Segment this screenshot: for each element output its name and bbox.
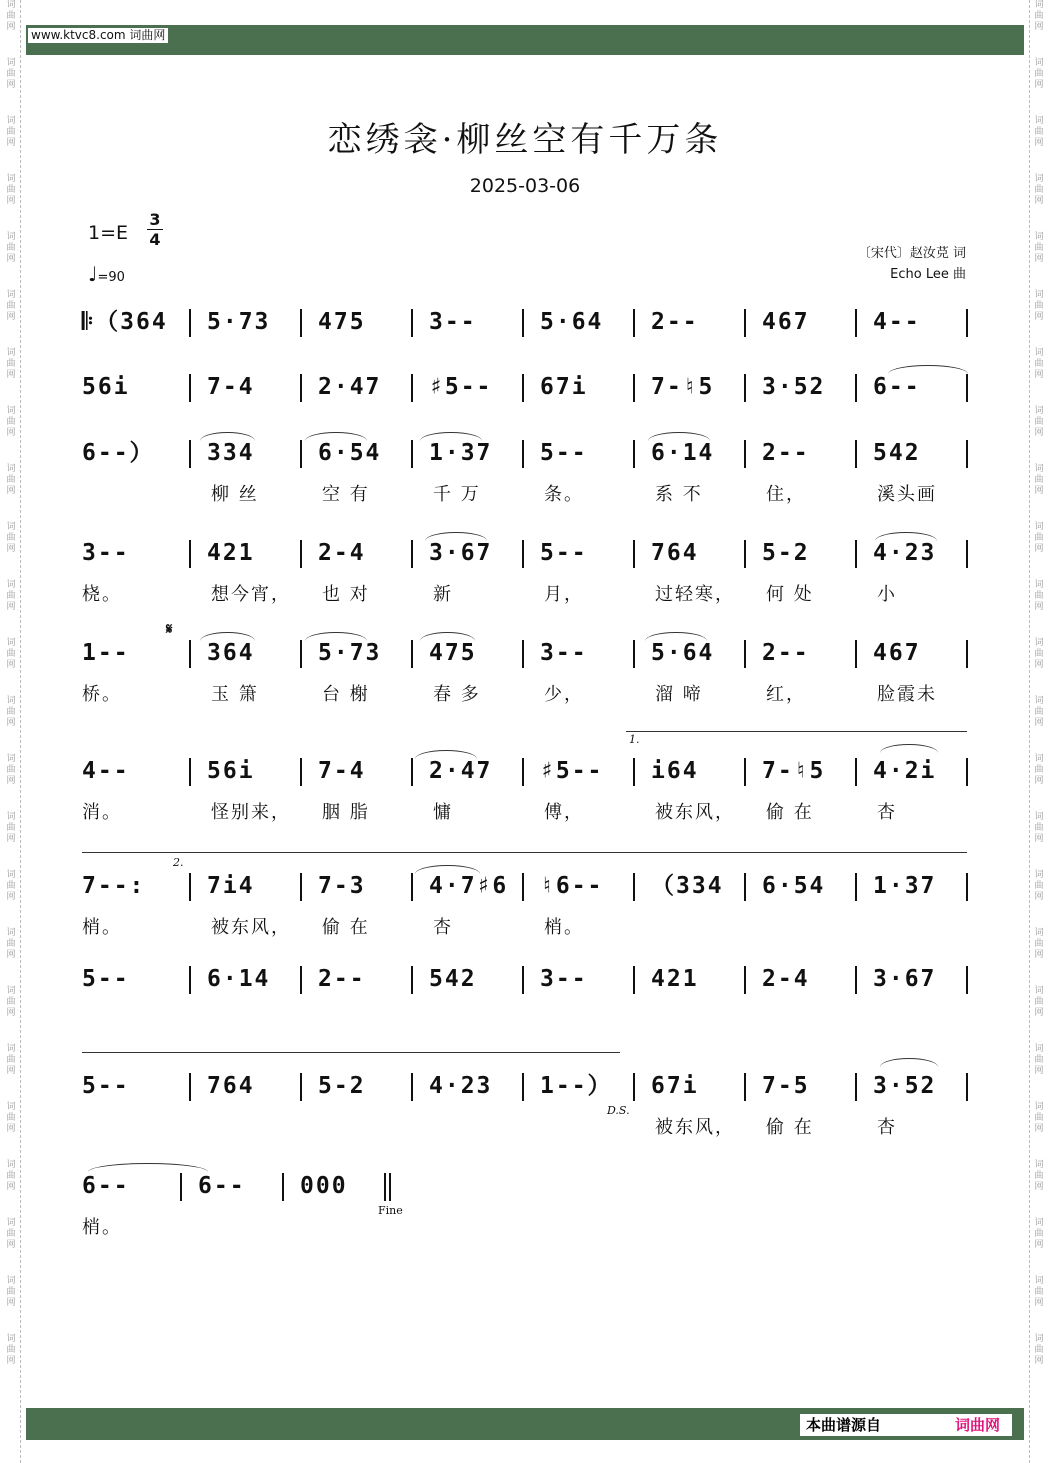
barline: [411, 1073, 413, 1101]
lyric: 杏: [433, 917, 453, 938]
barline: [189, 873, 191, 901]
watermark-text: 词曲网: [1034, 986, 1044, 1018]
slur: [88, 1163, 208, 1172]
lyric: 何 处: [766, 584, 814, 605]
barline: [411, 640, 413, 668]
barline: [744, 758, 746, 786]
barline: [411, 873, 413, 901]
barline: [189, 540, 191, 568]
measure: 764: [651, 540, 699, 566]
lyric-line: [82, 798, 970, 822]
barline: [855, 873, 857, 901]
fine-mark: Fine: [378, 1204, 403, 1217]
lyric-line: [82, 913, 970, 937]
measure: 3·67: [873, 966, 937, 992]
barline: [300, 374, 302, 402]
barline: [966, 640, 968, 668]
slur: [200, 632, 255, 641]
barline: [633, 758, 635, 786]
watermark-text: 词曲网: [6, 1044, 16, 1076]
lyric: 脸霞未: [877, 684, 937, 705]
lyric: 怪别来，: [211, 802, 291, 823]
measure: 5--: [82, 966, 130, 992]
slur: [880, 744, 938, 753]
measure: 6·14: [207, 966, 271, 992]
lyric: 杏: [877, 802, 897, 823]
barline: [411, 540, 413, 568]
watermark-text: 词曲网: [6, 696, 16, 728]
lyric: 也 对: [322, 584, 370, 605]
measure: 1--）: [540, 1073, 613, 1099]
lyric: 千 万: [433, 484, 481, 505]
lyric: 少，: [544, 684, 584, 705]
volta-2-label: 2.: [173, 856, 184, 869]
barline: [300, 540, 302, 568]
lyric: 偷 在: [766, 802, 814, 823]
watermark-text: 词曲网: [6, 406, 16, 438]
slur: [415, 865, 480, 874]
measure: 1·37: [873, 873, 937, 899]
measure: 7--:: [82, 873, 146, 899]
barline: [744, 873, 746, 901]
barline: [633, 966, 635, 994]
barline: [411, 309, 413, 337]
watermark-text: 词曲网: [1034, 1218, 1044, 1250]
score-line: [82, 638, 970, 668]
watermark-text: 词曲网: [6, 1102, 16, 1134]
composer: Echo Lee 曲: [890, 267, 966, 282]
measure: 7-♮5: [762, 758, 826, 784]
footer-band: [26, 1408, 1024, 1440]
barline: [633, 873, 635, 901]
measure: 2-4: [762, 966, 810, 992]
measure: 3·52: [762, 374, 826, 400]
lyric: 溜 啼: [655, 684, 703, 705]
barline: [744, 440, 746, 468]
measure: 3·67: [429, 540, 493, 566]
watermark-text: 词曲网: [1034, 754, 1044, 786]
barline: [966, 758, 968, 786]
watermark-text: 词曲网: [1034, 0, 1044, 32]
barline: [744, 374, 746, 402]
barline: [855, 640, 857, 668]
barline: [744, 540, 746, 568]
watermark-text: 词曲网: [1034, 290, 1044, 322]
barline: [522, 374, 524, 402]
lyric: 过轻寒，: [655, 584, 735, 605]
measure: i64: [651, 758, 699, 784]
barline: [633, 309, 635, 337]
score-date: 2025-03-06: [469, 175, 581, 197]
barline: [966, 1073, 968, 1101]
volta-1-bracket: [626, 731, 967, 732]
volta-line: [82, 852, 967, 853]
measure: 4·23: [429, 1073, 493, 1099]
lyric: 想今宵，: [211, 584, 291, 605]
song-title: 恋绣衾·柳丝空有千万条: [327, 120, 723, 160]
lyric: 偷 在: [766, 1117, 814, 1138]
watermark-text: 词曲网: [1034, 174, 1044, 206]
barline: [189, 374, 191, 402]
watermark-text: 词曲网: [6, 1334, 16, 1366]
watermark-text: 词曲网: [1034, 1334, 1044, 1366]
watermark-text: 词曲网: [6, 986, 16, 1018]
watermark-text: 词曲网: [1034, 1276, 1044, 1308]
lyric: 梢。: [82, 1217, 122, 1238]
measure: 421: [207, 540, 255, 566]
barline: [189, 966, 191, 994]
measure: 2-4: [318, 540, 366, 566]
barline: [411, 758, 413, 786]
measure: 764: [207, 1073, 255, 1099]
measure: 6--）: [82, 440, 155, 466]
slur: [200, 432, 255, 441]
barline: [411, 966, 413, 994]
barline: [966, 873, 968, 901]
source-name-link[interactable]: 词曲网: [954, 1416, 1000, 1434]
watermark-text: 词曲网: [6, 348, 16, 380]
measure: 2·47: [429, 758, 493, 784]
measure: 542: [429, 966, 477, 992]
measure: 3--: [429, 309, 477, 335]
watermark-text: 词曲网: [1034, 1160, 1044, 1192]
measure: 3--: [82, 540, 130, 566]
measure: ♯5--: [429, 374, 493, 400]
barline: [189, 1073, 191, 1101]
measure: 5·73: [318, 640, 382, 666]
lyric: 小: [877, 584, 897, 605]
right-watermark-strip: [1029, 0, 1048, 1463]
barline: [522, 540, 524, 568]
watermark-text: 词曲网: [6, 870, 16, 902]
lyric: 被东风，: [655, 802, 735, 823]
score-line: [82, 871, 970, 901]
barline: [189, 640, 191, 668]
watermark-text: 词曲网: [6, 580, 16, 612]
measure: 421: [651, 966, 699, 992]
barline: [189, 309, 191, 337]
watermark-text: 词曲网: [6, 1276, 16, 1308]
slur: [420, 432, 482, 441]
key-signature: 1=E: [88, 222, 129, 244]
slur: [420, 632, 475, 641]
score-line: [82, 1071, 970, 1101]
lyric: 春 多: [433, 684, 481, 705]
slur: [305, 632, 367, 641]
measure: 4·23: [873, 540, 937, 566]
barline: [966, 440, 968, 468]
barline: [633, 540, 635, 568]
watermark-text: 词曲网: [1034, 1102, 1044, 1134]
measure: 364: [207, 640, 255, 666]
lyric-line: [82, 680, 970, 704]
measure: 2--: [318, 966, 366, 992]
lyric: 桥。: [82, 684, 122, 705]
slur: [415, 750, 477, 759]
measure: 2--: [762, 640, 810, 666]
time-signature: [147, 210, 163, 249]
barline: [300, 758, 302, 786]
barline: [633, 1073, 635, 1101]
watermark-text: 词曲网: [1034, 522, 1044, 554]
measure: 5-2: [318, 1073, 366, 1099]
source-label: 本曲谱源自: [806, 1416, 882, 1434]
watermark-text: 词曲网: [6, 290, 16, 322]
measure: 334: [207, 440, 255, 466]
barline: [633, 640, 635, 668]
lyric: 条。: [544, 484, 584, 505]
measure: 6--: [873, 374, 921, 400]
measure: 000: [300, 1173, 348, 1199]
barline: [966, 309, 968, 337]
barline: [300, 440, 302, 468]
lyric: 偷 在: [322, 917, 370, 938]
measure: 467: [873, 640, 921, 666]
watermark-text: 词曲网: [1034, 58, 1044, 90]
measure: 4·7♯6: [429, 873, 509, 899]
lyric: 住，: [766, 484, 806, 505]
measure: 1--: [82, 640, 130, 666]
barline: [855, 309, 857, 337]
barline: [189, 758, 191, 786]
lyric: 台 榭: [322, 684, 370, 705]
watermark-text: 词曲网: [6, 232, 16, 264]
slur: [305, 432, 367, 441]
lyric: 红，: [766, 684, 806, 705]
measure: 5·64: [651, 640, 715, 666]
lyric: 被东风，: [211, 917, 291, 938]
measure: 542: [873, 440, 921, 466]
barline: [300, 309, 302, 337]
measure: （334: [651, 873, 724, 899]
measure: 475: [318, 309, 366, 335]
measure: 7-5: [762, 1073, 810, 1099]
measure: 6·54: [762, 873, 826, 899]
barline: [633, 440, 635, 468]
time-signature-bottom: 4: [147, 229, 163, 249]
barline: [522, 1073, 524, 1101]
watermark-text: 词曲网: [1034, 580, 1044, 612]
lyric: 玉 箫: [211, 684, 259, 705]
ds-mark: D.S.: [607, 1104, 630, 1117]
measure: 3--: [540, 640, 588, 666]
barline: [744, 1073, 746, 1101]
credits: [858, 243, 966, 285]
barline: [300, 873, 302, 901]
watermark-text: 词曲网: [1034, 116, 1044, 148]
measure: 5-2: [762, 540, 810, 566]
watermark-text: 词曲网: [1034, 870, 1044, 902]
lyric: 消。: [82, 802, 122, 823]
barline: [411, 440, 413, 468]
score-line: [82, 756, 970, 786]
measure: 2--: [762, 440, 810, 466]
slur: [880, 1058, 938, 1067]
barline: [744, 640, 746, 668]
watermark-text: 词曲网: [1034, 638, 1044, 670]
measure: 4·2i: [873, 758, 937, 784]
measure: 67i: [540, 374, 588, 400]
watermark-text: 词曲网: [6, 1218, 16, 1250]
barline: [855, 1073, 857, 1101]
lyric-line: [82, 1113, 970, 1137]
lyricist: 〔宋代〕赵汝莌 词: [857, 246, 966, 261]
measure: 5·64: [540, 309, 604, 335]
measure: ♮6--: [540, 873, 604, 899]
barline: [855, 966, 857, 994]
lyric: 胭 脂: [322, 802, 370, 823]
barline: [966, 966, 968, 994]
measure: 3--: [540, 966, 588, 992]
barline: [522, 758, 524, 786]
barline: [384, 1173, 391, 1201]
measure: 56i: [82, 374, 130, 400]
measure: 5·73: [207, 309, 271, 335]
watermark-text: 词曲网: [6, 116, 16, 148]
lyric: 梢。: [82, 917, 122, 938]
barline: [966, 540, 968, 568]
measure: 2--: [651, 309, 699, 335]
watermark-text: 词曲网: [6, 638, 16, 670]
watermark-text: 词曲网: [1034, 928, 1044, 960]
lyric: 梢。: [544, 917, 584, 938]
watermark-text: 词曲网: [6, 812, 16, 844]
lyric: 月，: [544, 584, 584, 605]
lyric: 慵: [433, 802, 453, 823]
lyric: 系 不: [655, 484, 703, 505]
measure: 6--: [82, 1173, 130, 1199]
lyric: 桡。: [82, 584, 122, 605]
barline: [300, 1073, 302, 1101]
barline: [744, 309, 746, 337]
header-band: [26, 25, 1024, 55]
score-line: [82, 964, 970, 994]
watermark-text: 词曲网: [6, 58, 16, 90]
measure: ♯5--: [540, 758, 604, 784]
measure: 467: [762, 309, 810, 335]
barline: [300, 966, 302, 994]
measure: 4--: [873, 309, 921, 335]
measure: 67i: [651, 1073, 699, 1099]
barline: [300, 640, 302, 668]
lyric: 新: [433, 584, 453, 605]
watermark-text: 词曲网: [6, 754, 16, 786]
barline: [855, 758, 857, 786]
measure: 7-♮5: [651, 374, 715, 400]
measure: 475: [429, 640, 477, 666]
measure: 7-4: [207, 374, 255, 400]
tempo-value: =90: [97, 270, 125, 285]
left-watermark-strip: [2, 0, 21, 1463]
site-url[interactable]: www.ktvc8.com 词曲网: [28, 28, 168, 43]
measure: 2·47: [318, 374, 382, 400]
watermark-text: 词曲网: [1034, 406, 1044, 438]
barline: [522, 640, 524, 668]
measure: 7-4: [318, 758, 366, 784]
lyric-line: [82, 1213, 970, 1237]
source-credit: [800, 1414, 1012, 1436]
watermark-text: 词曲网: [6, 1160, 16, 1192]
barline: [855, 374, 857, 402]
barline: [189, 440, 191, 468]
barline: [633, 374, 635, 402]
barline: [282, 1173, 284, 1201]
barline: [855, 540, 857, 568]
quarter-note-icon: ♩: [88, 262, 98, 286]
barline: [744, 966, 746, 994]
watermark-text: 词曲网: [1034, 464, 1044, 496]
barline: [522, 309, 524, 337]
measure: 7i4: [207, 873, 255, 899]
measure: 5--: [82, 1073, 130, 1099]
measure: 6·14: [651, 440, 715, 466]
coda-line: [82, 1052, 620, 1053]
watermark-text: 词曲网: [6, 522, 16, 554]
watermark-text: 词曲网: [1034, 812, 1044, 844]
time-signature-top: 3: [149, 210, 161, 229]
lyric: 杏: [877, 1117, 897, 1138]
slur: [888, 365, 968, 374]
barline: [966, 374, 968, 402]
measure: 6·54: [318, 440, 382, 466]
watermark-text: 词曲网: [6, 928, 16, 960]
watermark-text: 词曲网: [1034, 696, 1044, 728]
lyric: 溪头画: [877, 484, 937, 505]
tempo-marking: [88, 262, 125, 286]
lyric: 柳 丝: [211, 484, 259, 505]
watermark-text: 词曲网: [6, 464, 16, 496]
score-line: [82, 438, 970, 468]
barline: [180, 1173, 182, 1201]
score-line: [82, 538, 970, 568]
watermark-text: 词曲网: [1034, 348, 1044, 380]
slur: [425, 532, 487, 541]
measure: 6--: [198, 1173, 246, 1199]
lyric: 傅，: [544, 802, 584, 823]
score-line: [82, 307, 970, 337]
measure: 3·52: [873, 1073, 937, 1099]
lyric: 空 有: [322, 484, 370, 505]
measure: 7-3: [318, 873, 366, 899]
watermark-text: 词曲网: [6, 0, 16, 32]
slur: [648, 432, 710, 441]
measure: 1·37: [429, 440, 493, 466]
lyric-line: [82, 580, 970, 604]
barline: [855, 440, 857, 468]
score-line: [82, 372, 970, 402]
watermark-text: 词曲网: [6, 174, 16, 206]
measure: 5--: [540, 540, 588, 566]
measure: 56i: [207, 758, 255, 784]
segno-icon: 𝄋: [166, 620, 173, 638]
volta-1-label: 1.: [629, 733, 640, 746]
barline: [411, 374, 413, 402]
watermark-text: 词曲网: [1034, 1044, 1044, 1076]
measure: 4--: [82, 758, 130, 784]
slur: [875, 532, 937, 541]
slur: [645, 632, 707, 641]
barline: [522, 873, 524, 901]
watermark-text: 词曲网: [1034, 232, 1044, 264]
measure: 𝄆（364: [82, 309, 168, 335]
lyric-line: [82, 480, 970, 504]
lyric: 被东风，: [655, 1117, 735, 1138]
measure: 5--: [540, 440, 588, 466]
barline: [522, 966, 524, 994]
barline: [522, 440, 524, 468]
score-line: [82, 1171, 970, 1201]
